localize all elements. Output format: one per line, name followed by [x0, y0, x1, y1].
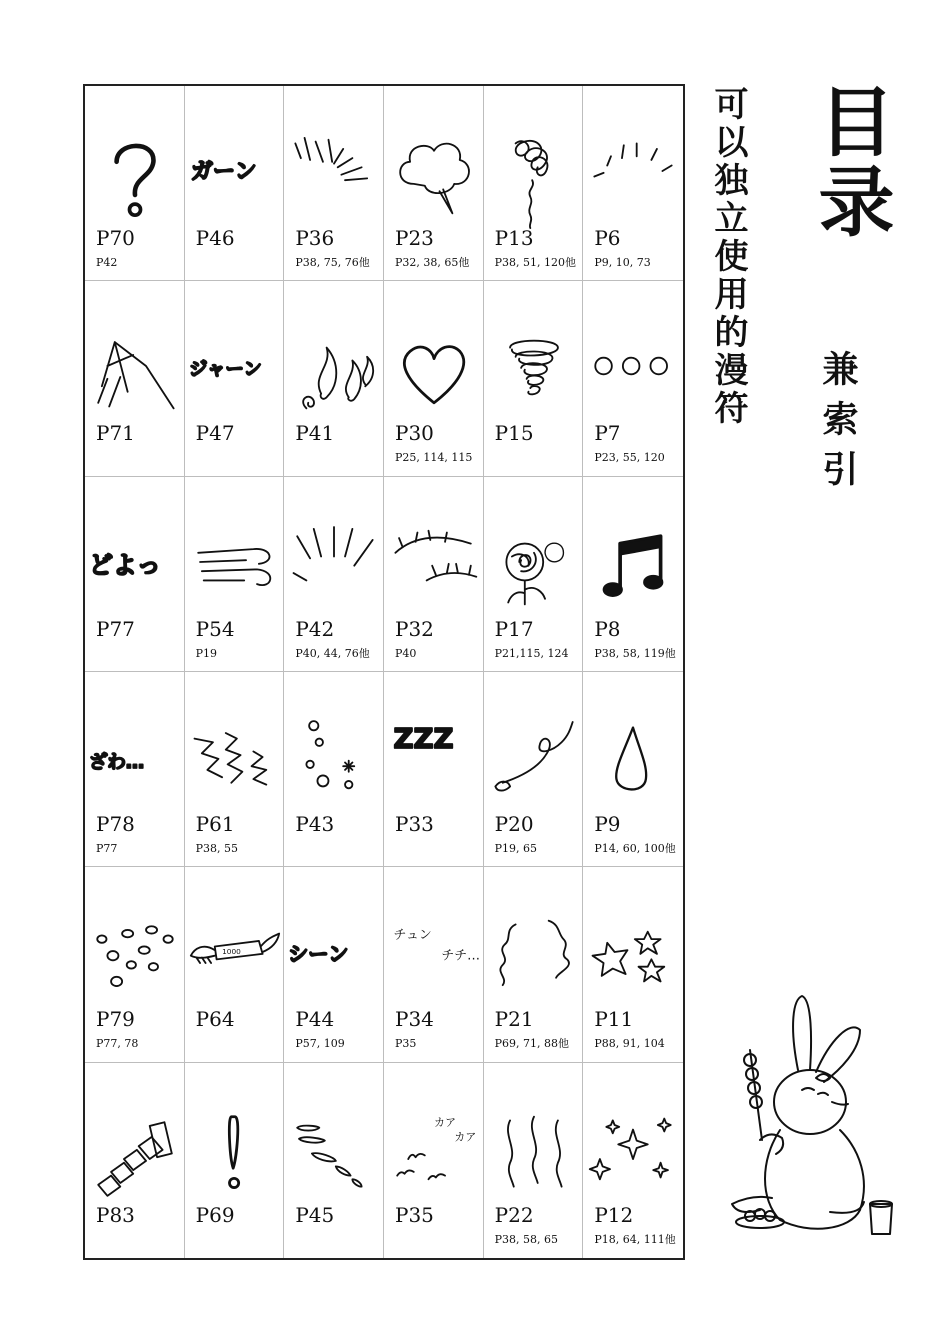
index-cell: [284, 281, 384, 476]
related-pages: P35: [394, 1037, 417, 1051]
page-number: P46: [195, 226, 235, 250]
page-number: P32: [394, 616, 434, 641]
index-cell: [384, 86, 484, 281]
index-cell: [484, 477, 584, 672]
index-cell: [284, 477, 384, 672]
related-pages: P25, 114, 115: [394, 451, 473, 465]
related-pages: P38, 55: [195, 841, 239, 855]
shock-lines-icon: [288, 112, 380, 230]
index-cell: [484, 672, 584, 867]
index-cell: [384, 672, 484, 867]
page-number: P36: [295, 226, 335, 250]
related-pages: P38, 58, 119他: [594, 646, 676, 660]
index-cell: [583, 672, 683, 867]
exclamation-mark-icon: [189, 1089, 281, 1207]
page-number: P11: [594, 1007, 634, 1032]
rabbit-eating-dango-icon: [720, 990, 895, 1240]
page-number: P61: [195, 811, 235, 836]
jaan-sound-icon: [189, 307, 281, 425]
music-note-icon: [587, 503, 679, 621]
svg-text:1000: 1000: [221, 947, 241, 957]
zawa-sound-icon: [89, 698, 181, 816]
svg-text:ZZZ: ZZZ: [393, 721, 454, 755]
question-mark-icon: [89, 112, 181, 230]
radiating-lines-icon: [288, 503, 380, 621]
page-number: P13: [494, 226, 534, 250]
bubbles-icon: [288, 698, 380, 816]
index-cell: [583, 867, 683, 1062]
related-pages: P38, 58, 65: [494, 1232, 559, 1246]
index-cell: [185, 867, 285, 1062]
index-cell: [583, 86, 683, 281]
page-number: P83: [96, 1202, 135, 1227]
fluffy-border-icon: [488, 893, 580, 1011]
index-cell: [85, 672, 185, 867]
doyo-sound-icon: [89, 503, 181, 621]
index-cell: [484, 281, 584, 476]
related-pages: P14, 60, 100他: [594, 841, 676, 855]
page-number: P79: [96, 1007, 135, 1032]
related-pages: P32, 38, 65他: [394, 256, 470, 269]
spiral-icon: [488, 307, 580, 425]
svg-text:ジャーン: ジャーン: [188, 359, 262, 381]
index-cell: [185, 1063, 285, 1258]
index-cell: [484, 867, 584, 1062]
stars-icon: [587, 893, 679, 1011]
page-number: P41: [295, 421, 335, 446]
page-number: P71: [96, 421, 135, 446]
index-cell: [284, 1063, 384, 1258]
zzz-sleep-icon: [388, 698, 480, 816]
scribble-smoke-icon: [488, 112, 580, 230]
page-number: P42: [295, 616, 335, 641]
index-cell: [384, 477, 484, 672]
svg-text:ざわ…: ざわ…: [89, 752, 145, 774]
zigzag-lines-icon: [189, 698, 281, 816]
related-pages: P69, 71, 88他: [494, 1037, 570, 1051]
svg-text:チチ…: チチ…: [441, 948, 480, 964]
related-pages: P19, 65: [494, 841, 538, 855]
flying-money-icon: [189, 893, 281, 1011]
emphasis-dashes-icon: [587, 112, 679, 230]
svg-text:チュン: チュン: [393, 928, 432, 944]
index-cell: [583, 477, 683, 672]
speed-marks-icon: [288, 1089, 380, 1207]
page-number: P12: [594, 1202, 634, 1227]
shiin-sound-icon: [288, 893, 380, 1011]
related-pages: P19: [195, 646, 218, 660]
page-number: P35: [394, 1202, 434, 1227]
related-pages: P23, 55, 120: [594, 451, 665, 465]
shadow-lines-icon: [89, 307, 181, 425]
index-cell: [185, 281, 285, 476]
index-cell: [384, 1063, 484, 1258]
related-pages: P77: [96, 841, 118, 855]
page-number: P9: [594, 811, 621, 836]
stitch-marks-icon: [388, 503, 480, 621]
heart-icon: [388, 307, 480, 425]
svg-text:ガーン: ガーン: [190, 159, 257, 185]
index-cell: [85, 867, 185, 1062]
chirp-sound-icon: [388, 893, 480, 1011]
page-number: P78: [96, 811, 135, 836]
page-number: P44: [295, 1007, 335, 1032]
flames-icon: [288, 307, 380, 425]
sparkles-icon: [587, 1089, 679, 1207]
gaan-sound-icon: [189, 112, 281, 230]
steam-lines-icon: [488, 1089, 580, 1207]
crows-icon: [388, 1089, 480, 1207]
svg-text:シーン: シーン: [288, 942, 349, 967]
index-cell: [384, 281, 484, 476]
page-number: P77: [96, 616, 135, 641]
thought-cloud-icon: [388, 112, 480, 230]
page-number: P43: [295, 811, 335, 836]
svg-text:どよっ: どよっ: [89, 550, 161, 579]
page-number: P69: [195, 1202, 235, 1227]
index-cell: [85, 281, 185, 476]
index-cell: [85, 477, 185, 672]
page-number: P34: [394, 1007, 434, 1032]
page-title: 目录: [806, 82, 895, 242]
page-number: P22: [494, 1202, 534, 1227]
page-number: P23: [394, 226, 434, 250]
page-number: P20: [494, 811, 534, 836]
related-pages: P88, 91, 104: [594, 1037, 665, 1051]
page-number: P33: [394, 811, 434, 836]
index-cell: [85, 86, 185, 281]
related-pages: P42: [96, 256, 118, 269]
index-cell: [484, 86, 584, 281]
index-cell: [185, 672, 285, 867]
related-pages: P40: [394, 646, 417, 660]
page-number: P30: [394, 421, 434, 446]
side-heading: 可以独立使用的漫符: [708, 86, 748, 428]
related-pages: P57, 109: [295, 1037, 345, 1051]
page-number: P15: [494, 421, 534, 446]
svg-text:カア: カア: [454, 1130, 477, 1144]
index-cell: [185, 86, 285, 281]
related-pages: P77, 78: [96, 1037, 139, 1051]
wind-lines-icon: [189, 503, 281, 621]
related-pages: P38, 75, 76他: [295, 256, 370, 269]
index-cell: [185, 477, 285, 672]
index-cell: [484, 1063, 584, 1258]
index-cell: [284, 867, 384, 1062]
dot-circles-icon: [587, 307, 679, 425]
leaf-swirl-icon: [488, 698, 580, 816]
svg-text:カア: カア: [433, 1115, 457, 1129]
page-number: P17: [494, 616, 534, 641]
index-cell: [583, 1063, 683, 1258]
related-pages: P18, 64, 111他: [594, 1232, 676, 1246]
index-cell: [85, 1063, 185, 1258]
page-number: P8: [594, 616, 621, 641]
rose-icon: [488, 503, 580, 621]
index-cell: [284, 86, 384, 281]
page-number: P47: [195, 421, 235, 446]
page-number: P21: [494, 1007, 534, 1032]
page-number: P64: [195, 1007, 235, 1032]
related-pages: P9, 10, 73: [594, 256, 651, 269]
page-number: P7: [594, 421, 621, 446]
index-cell: [384, 867, 484, 1062]
page-number: P6: [594, 226, 621, 250]
page-subtitle: 兼索引: [817, 350, 858, 500]
index-cell: [583, 281, 683, 476]
index-cell: [284, 672, 384, 867]
symbol-index-grid: [83, 84, 685, 1260]
papers-icon: [89, 1089, 181, 1207]
related-pages: P21,115, 124: [494, 646, 569, 660]
related-pages: P40, 44, 76他: [295, 646, 370, 660]
page-number: P54: [195, 616, 235, 641]
pebbles-icon: [89, 893, 181, 1011]
page-number: P45: [295, 1202, 335, 1227]
related-pages: P38, 51, 120他: [494, 256, 577, 269]
page-number: P70: [96, 226, 135, 250]
sweat-drop-icon: [587, 698, 679, 816]
